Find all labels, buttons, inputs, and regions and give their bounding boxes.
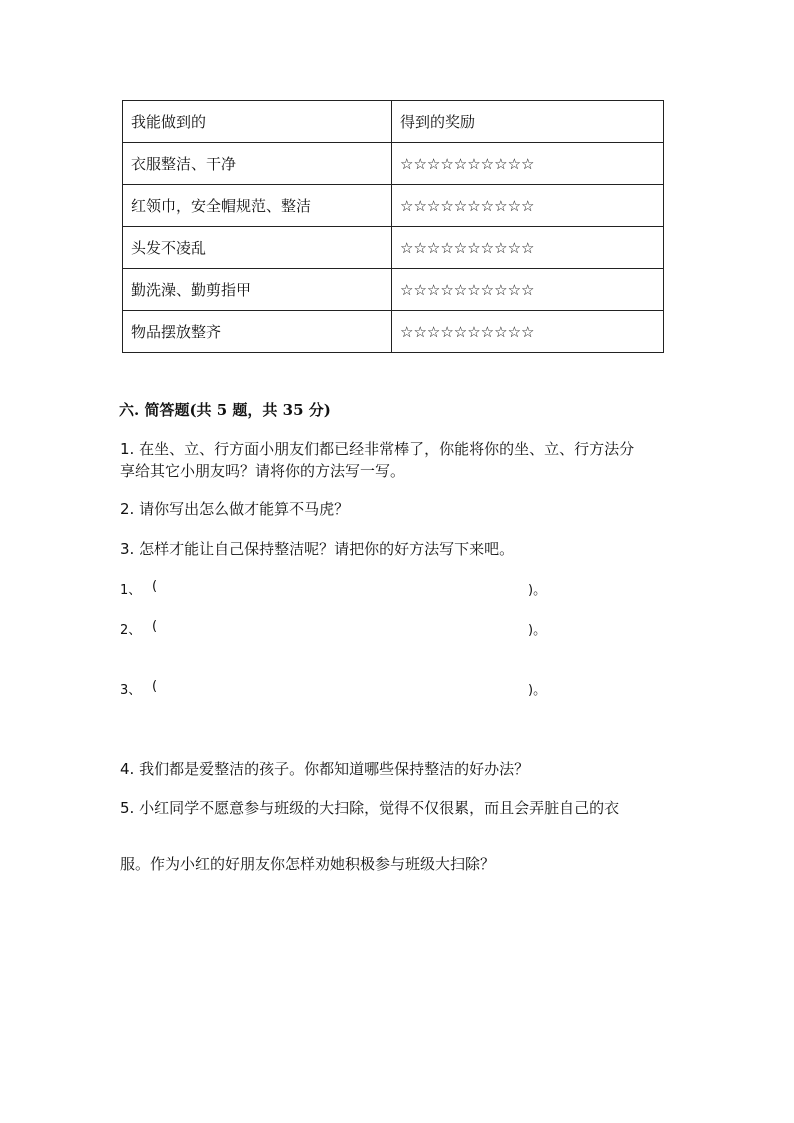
section-title: 六. 简答题(共 5 题，共 35 分) [119, 401, 331, 419]
question-1-line-1: 1. 在坐、立、行方面小朋友们都已经非常棒了，你能将你的坐、立、行方法分 [120, 440, 635, 458]
question-5-line-1: 5. 小红同学不愿意参与班级的大扫除，觉得不仅很累，而且会弄脏自己的衣 [120, 799, 620, 817]
header-cell-reward: 得到的奖励 [392, 101, 664, 143]
table-row [123, 227, 664, 269]
blank-close-paren: )。 [528, 583, 547, 598]
blank-number: 2、 [120, 623, 142, 638]
answer-blank-2[interactable] [120, 619, 570, 639]
blank-open-paren: ( [152, 579, 158, 594]
header-cell-task: 我能做到的 [123, 101, 392, 143]
task-cell: 勤洗澡、勤剪指甲 [123, 269, 392, 311]
answer-blank-1[interactable] [120, 579, 570, 599]
question-5-line-2: 服。作为小红的好朋友你怎样劝她积极参与班级大扫除？ [120, 855, 496, 873]
blank-number: 3、 [120, 683, 142, 698]
table-header-row [123, 101, 664, 143]
table-row [123, 185, 664, 227]
table-row [123, 269, 664, 311]
star-rating-cell: ☆☆☆☆☆☆☆☆☆☆ [392, 311, 664, 353]
reward-table [122, 100, 664, 353]
question-1-line-2: 享给其它小朋友吗？请将你的方法写一写。 [120, 462, 406, 480]
star-rating-cell: ☆☆☆☆☆☆☆☆☆☆ [392, 227, 664, 269]
task-cell: 物品摆放整齐 [123, 311, 392, 353]
blank-close-paren: )。 [528, 683, 547, 698]
answer-blank-3[interactable] [120, 679, 570, 699]
blank-open-paren: ( [152, 679, 158, 694]
task-cell: 红领巾，安全帽规范、整洁 [123, 185, 392, 227]
task-cell: 衣服整洁、干净 [123, 143, 392, 185]
blank-number: 1、 [120, 583, 142, 598]
star-rating-cell: ☆☆☆☆☆☆☆☆☆☆ [392, 269, 664, 311]
blank-open-paren: ( [152, 619, 158, 634]
star-rating-cell: ☆☆☆☆☆☆☆☆☆☆ [392, 143, 664, 185]
blank-close-paren: )。 [528, 623, 547, 638]
task-cell: 头发不凌乱 [123, 227, 392, 269]
star-rating-cell: ☆☆☆☆☆☆☆☆☆☆ [392, 185, 664, 227]
question-3: 3. 怎样才能让自己保持整洁呢？请把你的好方法写下来吧。 [120, 540, 515, 558]
table-row [123, 311, 664, 353]
question-2: 2. 请你写出怎么做才能算不马虎？ [120, 500, 350, 518]
table-row [123, 143, 664, 185]
question-4: 4. 我们都是爱整洁的孩子。你都知道哪些保持整洁的好办法？ [120, 760, 530, 778]
